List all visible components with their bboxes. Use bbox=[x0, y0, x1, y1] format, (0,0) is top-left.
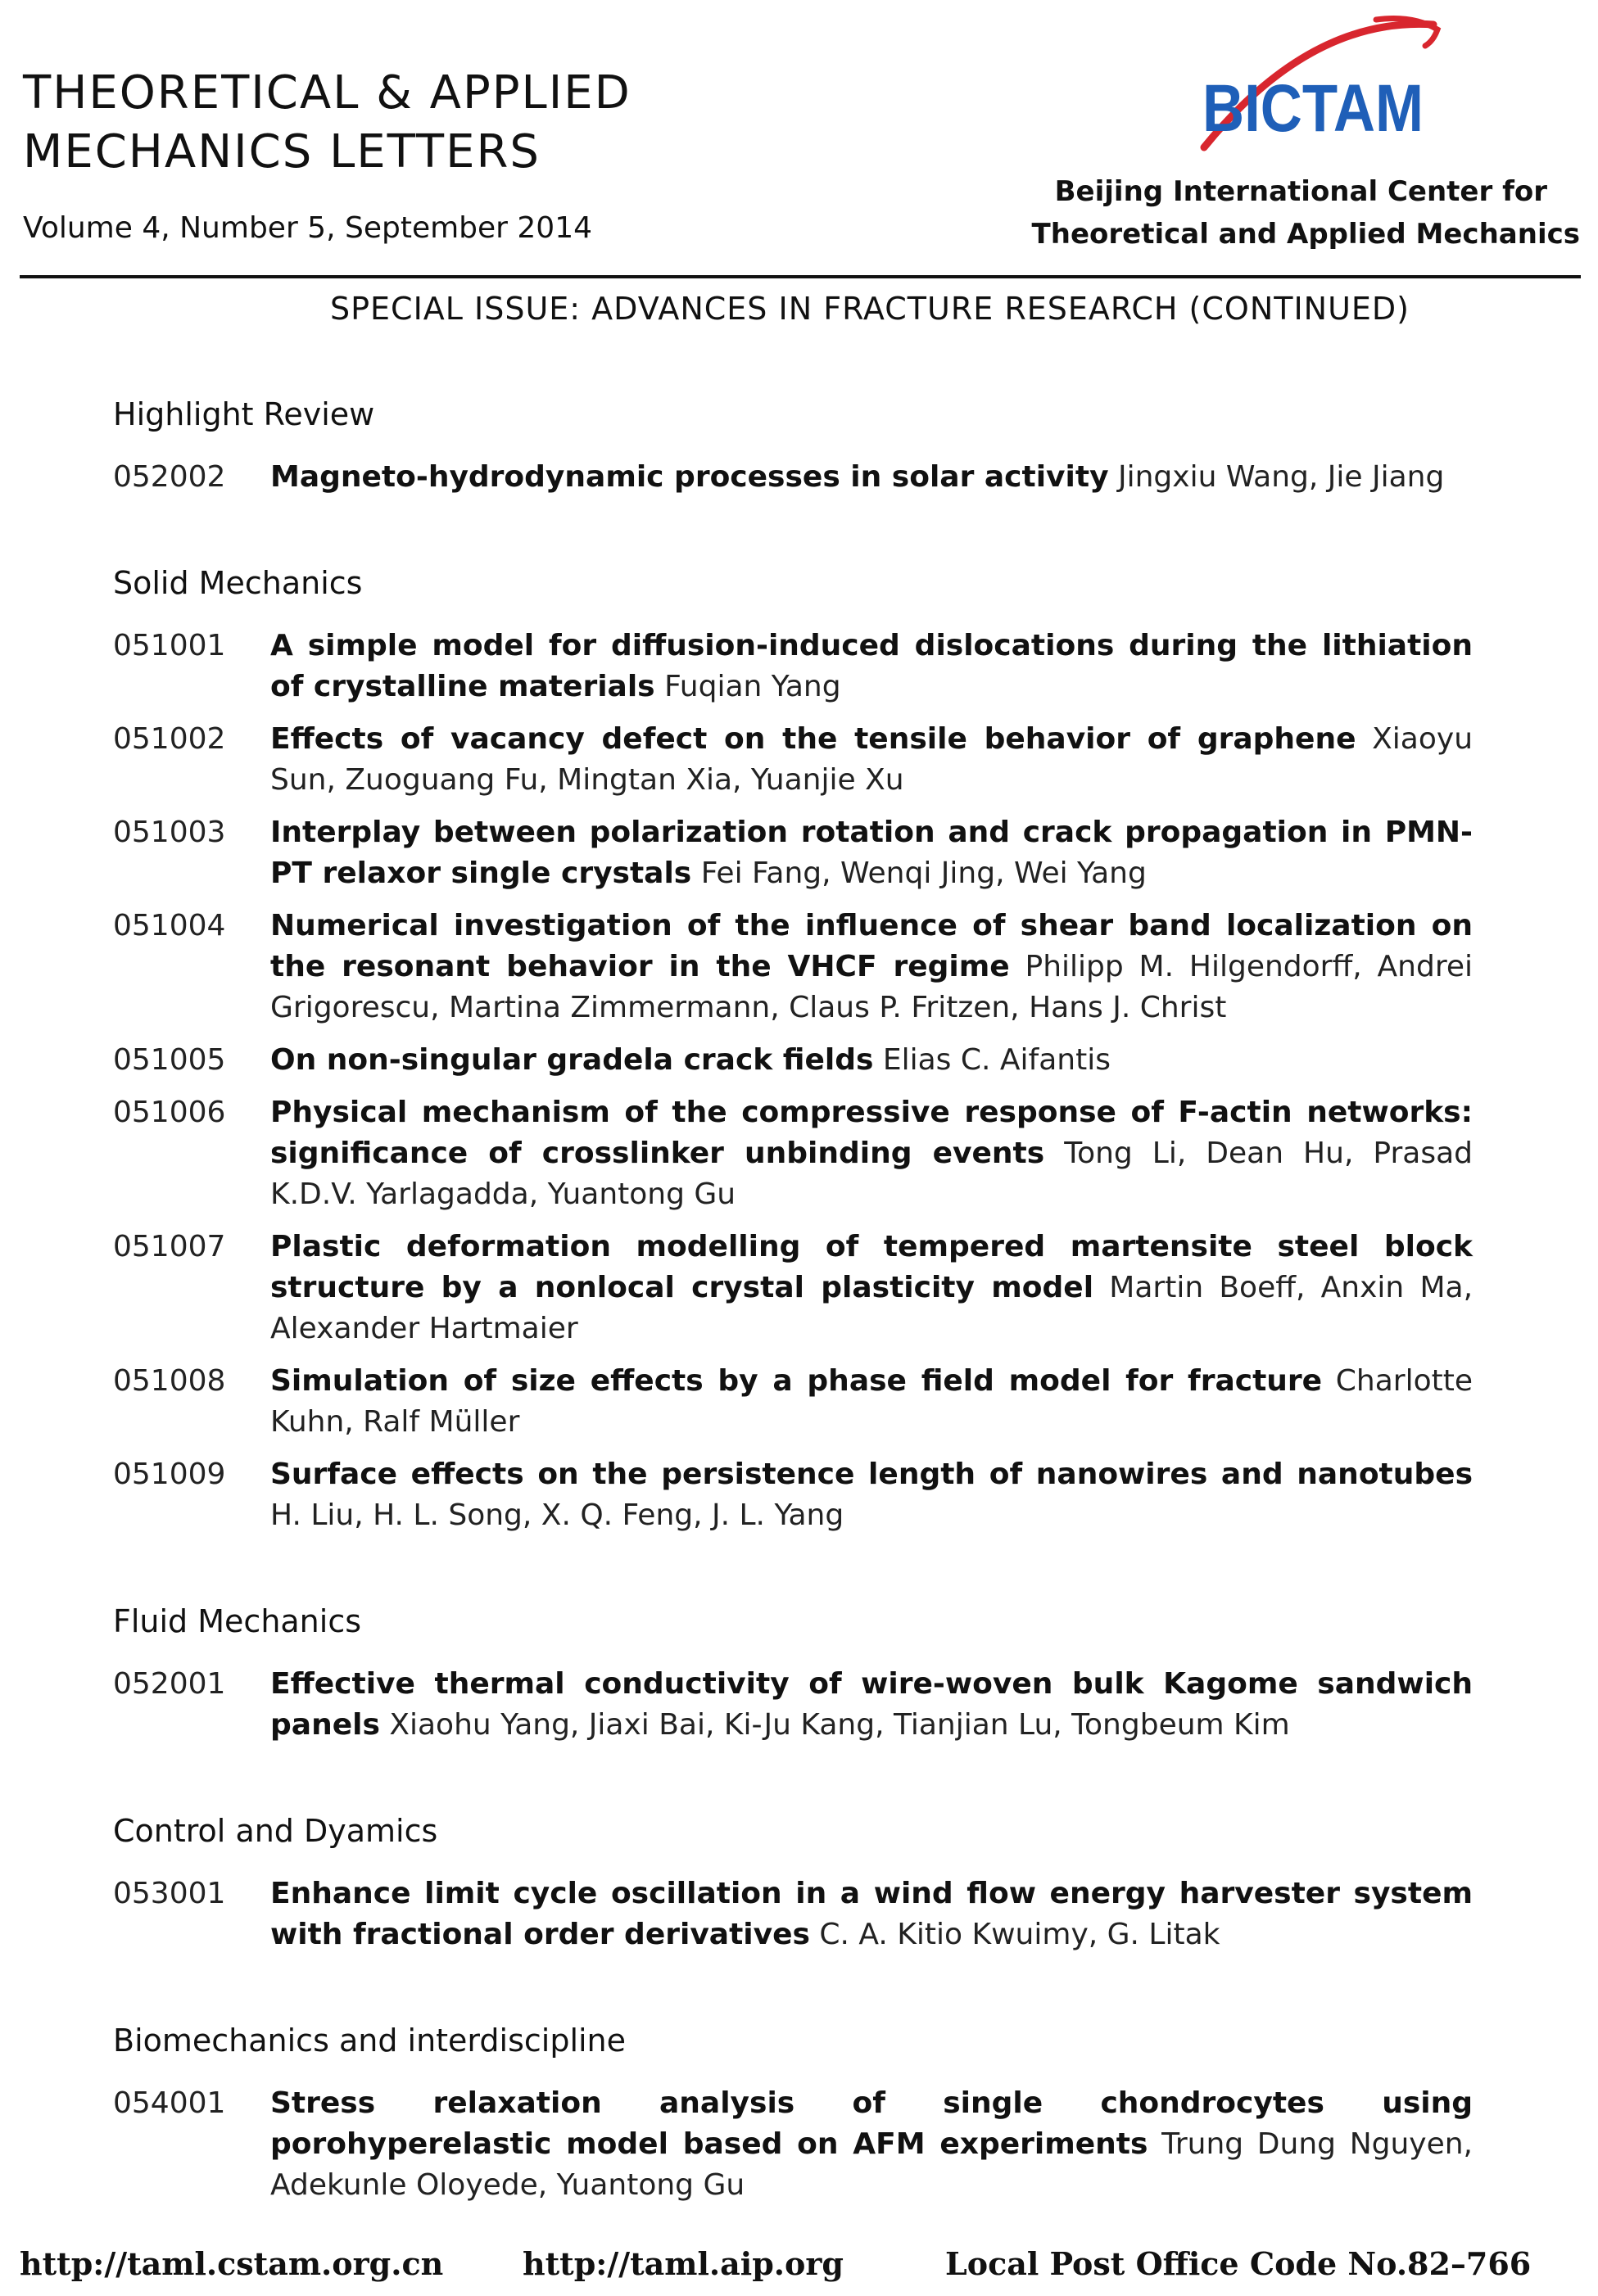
org-line2: Theoretical and Applied Mechanics bbox=[1031, 218, 1580, 251]
article-body bbox=[270, 626, 1473, 707]
section-title: Highlight Review bbox=[113, 396, 375, 432]
article-entry bbox=[113, 1664, 1473, 1746]
article-code: 051005 bbox=[113, 1043, 226, 1077]
article-code: 052001 bbox=[113, 1667, 226, 1701]
article-body bbox=[270, 812, 1473, 894]
article-title: Stress relaxation analysis of single chondrocytes using porohyperelastic model based on AFM experiments bbox=[270, 2086, 1473, 2161]
article-body bbox=[270, 2083, 1473, 2206]
article-entry bbox=[113, 1092, 1473, 1215]
article-authors: Fei Fang, Wenqi Jing, Wei Yang bbox=[700, 856, 1147, 890]
article-authors: Charlotte Kuhn, Ralf Müller bbox=[270, 1364, 1473, 1439]
article-entry bbox=[113, 626, 1473, 707]
article-body bbox=[270, 1454, 1473, 1536]
article-entry bbox=[113, 457, 1473, 498]
header-divider bbox=[20, 275, 1581, 278]
article-body bbox=[270, 1361, 1473, 1443]
article-body bbox=[270, 1227, 1473, 1349]
toc-section bbox=[113, 393, 1473, 498]
volume-info: Volume 4, Number 5, September 2014 bbox=[23, 211, 593, 245]
article-body bbox=[270, 906, 1473, 1028]
article-authors: Philipp M. Hilgendorff, Andrei Grigorescu, Martina Zimmermann, Claus P. Fritzen, Hans J. Christ bbox=[270, 950, 1473, 1024]
organization-name bbox=[1007, 170, 1580, 255]
article-code: 051007 bbox=[113, 1230, 226, 1263]
article-title: Simulation of size effects by a phase field model for fracture bbox=[270, 1364, 1323, 1398]
article-entry bbox=[113, 812, 1473, 894]
article-code: 051003 bbox=[113, 816, 226, 849]
article-entry bbox=[113, 1361, 1473, 1443]
article-authors: Xiaohu Yang, Jiaxi Bai, Ki-Ju Kang, Tianjian Lu, Tongbeum Kim bbox=[389, 1708, 1290, 1742]
article-authors: Xiaoyu Sun, Zuoguang Fu, Mingtan Xia, Yuanjie Xu bbox=[270, 722, 1474, 797]
article-title: Magneto-hydrodynamic processes in solar activity bbox=[270, 460, 1109, 494]
article-title: On non-singular gradela crack fields bbox=[270, 1043, 874, 1077]
special-issue-heading: SPECIAL ISSUE: ADVANCES IN FRACTURE RESEARCH (CONTINUED) bbox=[330, 291, 1410, 327]
article-title: Effective thermal conductivity of wire-woven bulk Kagome sandwich panels bbox=[270, 1667, 1473, 1742]
article-body bbox=[270, 1092, 1473, 1215]
article-authors: Tong Li, Dean Hu, Prasad K.D.V. Yarlagadda, Yuantong Gu bbox=[270, 1137, 1473, 1211]
footer-url-aip[interactable]: http://taml.aip.org bbox=[523, 2245, 844, 2282]
journal-title-line2: MECHANICS LETTERS bbox=[23, 125, 541, 179]
article-code: 053001 bbox=[113, 1877, 226, 1910]
article-code: 051008 bbox=[113, 1364, 226, 1398]
section-title: Control and Dyamics bbox=[113, 1813, 438, 1849]
journal-title-line1: THEORETICAL & APPLIED bbox=[23, 66, 632, 120]
article-title: Physical mechanism of the compressive response of F-actin networks: significance of crosslinker unbinding events bbox=[270, 1096, 1473, 1170]
article-body bbox=[270, 1664, 1473, 1746]
article-body bbox=[270, 1873, 1473, 1955]
article-code: 051001 bbox=[113, 629, 226, 662]
toc-section bbox=[113, 2019, 1473, 2206]
article-title: Enhance limit cycle oscillation in a wind flow energy harvester system with fractional order derivatives bbox=[270, 1877, 1473, 1951]
footer-url-cstam[interactable]: http://taml.cstam.org.cn bbox=[20, 2245, 444, 2282]
article-code: 051004 bbox=[113, 909, 226, 942]
article-title: Interplay between polarization rotation and crack propagation in PMN-PT relaxor single crystals bbox=[270, 816, 1473, 890]
article-title: Numerical investigation of the influence of shear band localization on the resonant behavior in the VHCF regime bbox=[270, 909, 1473, 983]
article-entry bbox=[113, 1454, 1473, 1536]
article-code: 052002 bbox=[113, 460, 226, 494]
article-entry bbox=[113, 2083, 1473, 2206]
article-entry bbox=[113, 719, 1473, 801]
section-title: Fluid Mechanics bbox=[113, 1603, 362, 1639]
article-authors: Trung Dung Nguyen, Adekunle Oloyede, Yuantong Gu bbox=[270, 2127, 1474, 2202]
article-body bbox=[270, 457, 1473, 498]
logo-text: BICTAM bbox=[1202, 71, 1424, 146]
article-title: Surface effects on the persistence length of nanowires and nanotubes bbox=[270, 1458, 1473, 1491]
article-entry bbox=[113, 906, 1473, 1028]
article-body bbox=[270, 719, 1473, 801]
article-code: 051002 bbox=[113, 722, 226, 756]
article-entry bbox=[113, 1040, 1473, 1081]
article-body bbox=[270, 1040, 1473, 1081]
section-title: Solid Mechanics bbox=[113, 565, 363, 601]
article-authors: H. Liu, H. L. Song, X. Q. Feng, J. L. Yang bbox=[270, 1498, 844, 1532]
article-entry bbox=[113, 1227, 1473, 1349]
toc-section bbox=[113, 562, 1473, 1536]
footer-post-code: Local Post Office Code No.82–766 bbox=[945, 2245, 1532, 2282]
table-of-contents bbox=[113, 393, 1473, 2270]
article-title: A simple model for diffusion-induced dislocations during the lithiation of crystalline materials bbox=[270, 629, 1473, 703]
article-code: 054001 bbox=[113, 2086, 226, 2120]
article-authors: Martin Boeff, Anxin Ma, Alexander Hartmaier bbox=[270, 1271, 1474, 1345]
toc-section bbox=[113, 1600, 1473, 1746]
article-title: Effects of vacancy defect on the tensile behavior of graphene bbox=[270, 722, 1356, 756]
article-authors: Elias C. Aifantis bbox=[882, 1043, 1111, 1077]
article-authors: Fuqian Yang bbox=[664, 670, 841, 703]
article-title: Plastic deformation modelling of tempered martensite steel block structure by a nonlocal crystal plasticity model bbox=[270, 1230, 1473, 1304]
article-authors: C. A. Kitio Kwuimy, G. Litak bbox=[819, 1918, 1220, 1951]
org-line1: Beijing International Center for bbox=[1054, 175, 1547, 208]
toc-section bbox=[113, 1810, 1473, 1955]
bictam-logo bbox=[1188, 8, 1450, 156]
journal-title bbox=[23, 64, 632, 182]
article-code: 051006 bbox=[113, 1096, 226, 1129]
article-entry bbox=[113, 1873, 1473, 1955]
article-code: 051009 bbox=[113, 1458, 226, 1491]
section-title: Biomechanics and interdiscipline bbox=[113, 2023, 627, 2059]
article-authors: Jingxiu Wang, Jie Jiang bbox=[1118, 460, 1445, 494]
